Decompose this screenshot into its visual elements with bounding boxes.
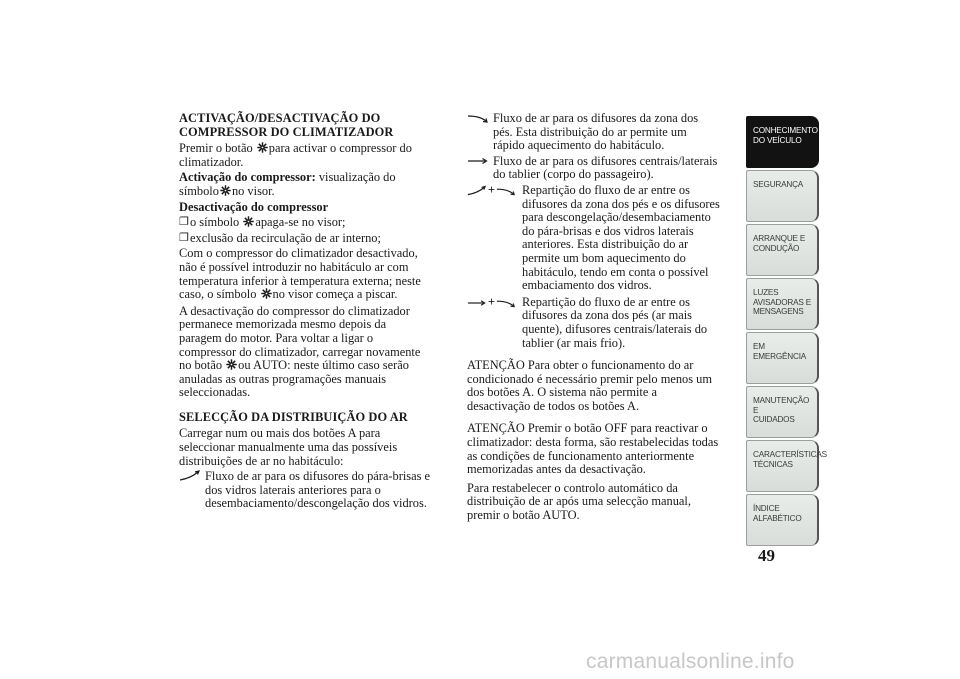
- tab-em-emergencia[interactable]: EM EMERGÊNCIA: [746, 332, 819, 384]
- paragraph-attention-min-button: ATENÇÃO Para obter o funcionamento do ar condicionado é necessário premir pelo menos um dos botões A. O sistema não permite a desactivação de todos os botões A.: [467, 358, 712, 413]
- section-heading-distribution: SELECÇÃO DA DISTRIBUIÇÃO DO AR: [179, 409, 408, 424]
- tab-luzes-avisadoras[interactable]: LUZES AVISADORAS E MENSAGENS: [746, 278, 819, 330]
- feet-airflow-icon: [467, 112, 489, 124]
- face-airflow-icon: [467, 297, 487, 309]
- compressor-icon: [261, 288, 272, 299]
- plus-sign: +: [488, 182, 496, 197]
- distribution-item-feet: Fluxo de ar para os difusores da zona dos pés. Esta distribuição do ar permite um rápido aquecimento do habitáculo.: [467, 112, 743, 153]
- section-heading-compressor: ACTIVAÇÃO/DESACTIVAÇÃO DO COMPRESSOR DO CLIMATIZADOR: [179, 111, 394, 139]
- subheading-deactivation: Desactivação do compressor: [179, 199, 329, 214]
- distribution-item-feet-face: + Repartição do fluxo de ar entre os difusores da zona dos pés (ar mais quente), difusores centrais/laterais do tablier (ar mais frio).: [467, 296, 743, 350]
- bullet-item: ❐ o símbolo apaga-se no visor;: [179, 215, 346, 230]
- left-column: [179, 112, 451, 513]
- distribution-item-feet-windscreen: + Repartição do fluxo de ar entre os difusores da zona dos pés e os difusores para descongelação/desembaciamento do pára-brisas e dos vidros laterais anteriores. Esta distribuição do ar permite um bom aquecimento do habitáculo, tendo em conta o possível embaciamento dos vidros.: [467, 184, 743, 293]
- tab-conhecimento-do-veiculo[interactable]: CONHECIMENTO DO VEÍCULO: [746, 116, 819, 168]
- compressor-icon: [257, 142, 268, 153]
- tab-indice-alfabetico[interactable]: ÍNDICE ALFABÉTICO: [746, 494, 819, 546]
- tab-caracteristicas-tecnicas[interactable]: CARACTERÍSTICAS TÉCNICAS: [746, 440, 819, 492]
- paragraph-press-button: Premir o botão para activar o compressor do climatizador.: [179, 141, 412, 169]
- windscreen-airflow-icon: [467, 185, 487, 197]
- checkbox-bullet-icon: ❐: [179, 231, 189, 244]
- watermark: carmanualsonline.info: [586, 650, 795, 673]
- distribution-item-windscreen: Fluxo de ar para os difusores do pára-brisas e dos vidros laterais anteriores para o desembaciamento/descongelação dos vidros.: [179, 470, 451, 511]
- checkbox-bullet-icon: ❐: [179, 216, 189, 229]
- paragraph-attention-off-button: ATENÇÃO Premir o botão OFF para reactivar o climatizador: desta forma, são restabelecidas todas as condições de funcionamento anteriormente memorizadas antes da desactivação.: [467, 421, 719, 477]
- tab-seguranca[interactable]: SEGURANÇA: [746, 170, 819, 222]
- chapter-tabs: [746, 116, 827, 548]
- distribution-item-face: Fluxo de ar para os difusores centrais/laterais do tablier (corpo do passageiro).: [467, 155, 743, 182]
- paragraph-distribution-intro: Carregar num ou mais dos botões A para seleccionar manualmente uma das possíveis distribuições de ar no habitáculo:: [179, 426, 398, 468]
- paragraph-memorized: A desactivação do compressor do climatizador permanece memorizada mesmo depois da paragem do motor. Para voltar a ligar o compressor do climatizador, carregar novamente no botão ou AUTO: neste último caso serão anuladas as outras programações manuais seleccionadas.: [179, 303, 421, 400]
- compressor-icon: [243, 216, 254, 227]
- tab-manutencao-e-cuidados[interactable]: MANUTENÇÃO E CUIDADOS: [746, 386, 819, 438]
- compressor-icon: [220, 185, 231, 196]
- face-airflow-icon: [467, 155, 489, 167]
- paragraph-activation: Activação do compressor: visualização do símbolo no visor.: [179, 170, 396, 198]
- feet-airflow-icon: [496, 297, 516, 309]
- tab-arranque-e-conducao[interactable]: ARRANQUE E CONDUÇÃO: [746, 224, 819, 276]
- paragraph-compressor-off: Com o compressor do climatizador desactivado, não é possível introduzir no habitáculo ar com temperatura inferior à temperatura externa; neste caso, o símbolo no visor começa a piscar.: [179, 246, 421, 302]
- page-number: 49: [758, 546, 775, 565]
- right-column: [467, 112, 743, 525]
- windscreen-airflow-icon: [179, 470, 201, 482]
- feet-airflow-icon: [496, 185, 516, 197]
- plus-sign: +: [488, 294, 496, 309]
- bullet-item: ❐ exclusão da recirculação de ar interno;: [179, 230, 381, 245]
- paragraph-restore-auto: Para restabelecer o controlo automático da distribuição de ar após uma selecção manual, premir o botão AUTO.: [467, 480, 691, 523]
- compressor-icon: [226, 359, 237, 370]
